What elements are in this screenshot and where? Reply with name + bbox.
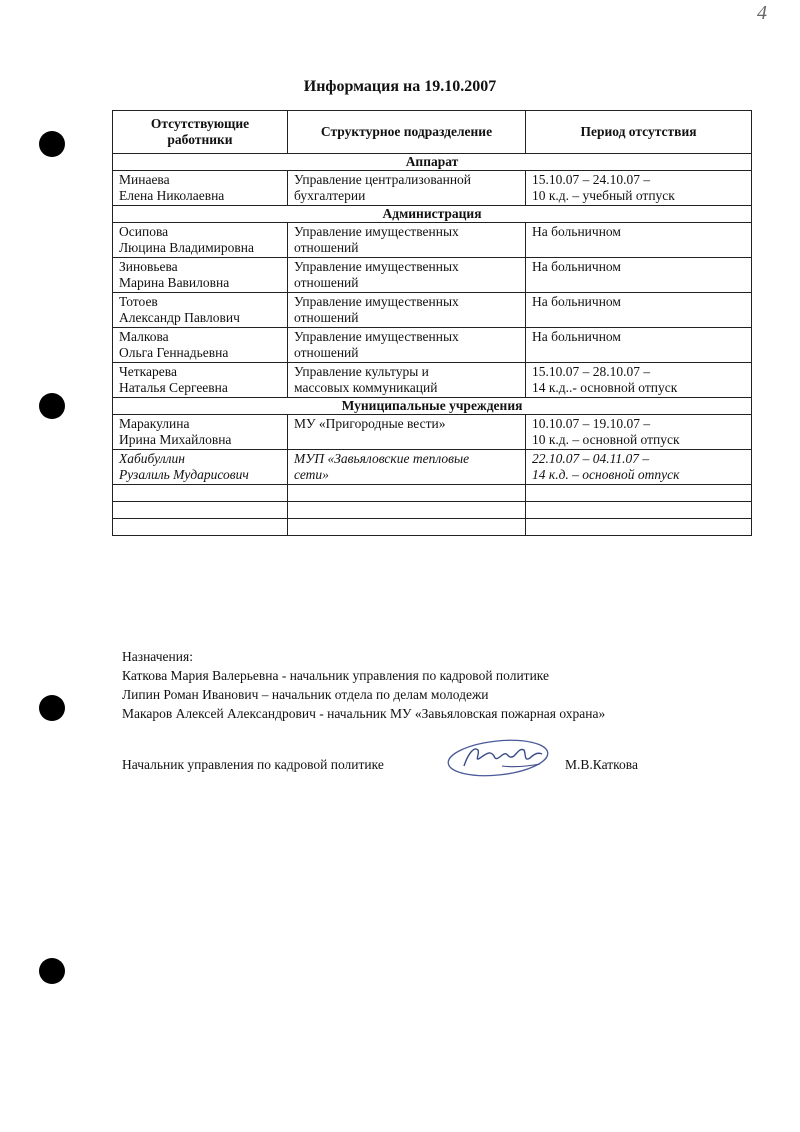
employee-cell: Четкарева Наталья Сергеевна [113, 363, 288, 398]
absence-table [112, 110, 752, 536]
period-cell: 15.10.07 – 24.10.07 – 10 к.д. – учебный отпуск [526, 171, 752, 206]
section-row [113, 206, 752, 223]
empty-row [113, 502, 752, 519]
punch-hole [39, 695, 65, 721]
appointment-item: Липин Роман Иванович – начальник отдела по делам молодежи [122, 687, 489, 702]
handwritten-signature [444, 736, 552, 780]
document-title: Информация на 19.10.2007 [303, 78, 497, 95]
column-header-period: Период отсутствия [526, 111, 752, 154]
table-row [113, 450, 752, 485]
appointments-heading: Назначения: [122, 649, 193, 664]
employee-cell: Хабибуллин Рузалиль Мударисович [113, 450, 288, 485]
column-header-employee: Отсутствующие работники [113, 111, 288, 154]
table-row [113, 171, 752, 206]
period-cell: На больничном [526, 223, 752, 258]
period-cell: На больничном [526, 328, 752, 363]
appointment-item: Каткова Мария Валерьевна - начальник управления по кадровой политике [122, 668, 550, 683]
employee-cell: Малкова Ольга Геннадьевна [113, 328, 288, 363]
employee-cell: Осипова Люцина Владимировна [113, 223, 288, 258]
section-row [113, 398, 752, 415]
period-cell: На больничном [526, 258, 752, 293]
column-header-department: Структурное подразделение [288, 111, 526, 154]
period-cell: 22.10.07 – 04.11.07 – 14 к.д. – основной отпуск [526, 450, 752, 485]
punch-hole [39, 131, 65, 157]
signatory-position: Начальник управления по кадровой политике [122, 757, 384, 772]
punch-hole [39, 958, 65, 984]
department-cell: Управление имущественных отношений [288, 293, 526, 328]
employee-cell: Маракулина Ирина Михайловна [113, 415, 288, 450]
employee-cell: Минаева Елена Николаевна [113, 171, 288, 206]
section-row [113, 154, 752, 171]
section-title: Аппарат [113, 154, 752, 171]
department-cell: Управление имущественных отношений [288, 328, 526, 363]
employee-cell: Тотоев Александр Павлович [113, 293, 288, 328]
empty-row [113, 519, 752, 536]
empty-row [113, 485, 752, 502]
department-cell: МУ «Пригородные вести» [288, 415, 526, 450]
appointments-block [122, 647, 605, 723]
section-title: Муниципальные учреждения [113, 398, 752, 415]
period-cell: На больничном [526, 293, 752, 328]
department-cell: Управление имущественных отношений [288, 223, 526, 258]
department-cell: Управление имущественных отношений [288, 258, 526, 293]
signatory-name: М.В.Каткова [565, 757, 638, 772]
table-row [113, 363, 752, 398]
table-row [113, 328, 752, 363]
department-cell: МУП «Завьяловские тепловые сети» [288, 450, 526, 485]
table-row [113, 293, 752, 328]
department-cell: Управление централизованной бухгалтерии [288, 171, 526, 206]
punch-hole [39, 393, 65, 419]
table-header-row [113, 111, 752, 154]
employee-cell: Зиновьева Марина Вавиловна [113, 258, 288, 293]
period-cell: 15.10.07 – 28.10.07 – 14 к.д..- основной отпуск [526, 363, 752, 398]
page-number: 4 [757, 2, 767, 24]
appointment-item: Макаров Алексей Александрович - начальник МУ «Завьяловская пожарная охрана» [122, 706, 606, 721]
table-row [113, 415, 752, 450]
table-row [113, 223, 752, 258]
section-title: Администрация [113, 206, 752, 223]
table-row [113, 258, 752, 293]
department-cell: Управление культуры и массовых коммуникаций [288, 363, 526, 398]
period-cell: 10.10.07 – 19.10.07 – 10 к.д. – основной отпуск [526, 415, 752, 450]
